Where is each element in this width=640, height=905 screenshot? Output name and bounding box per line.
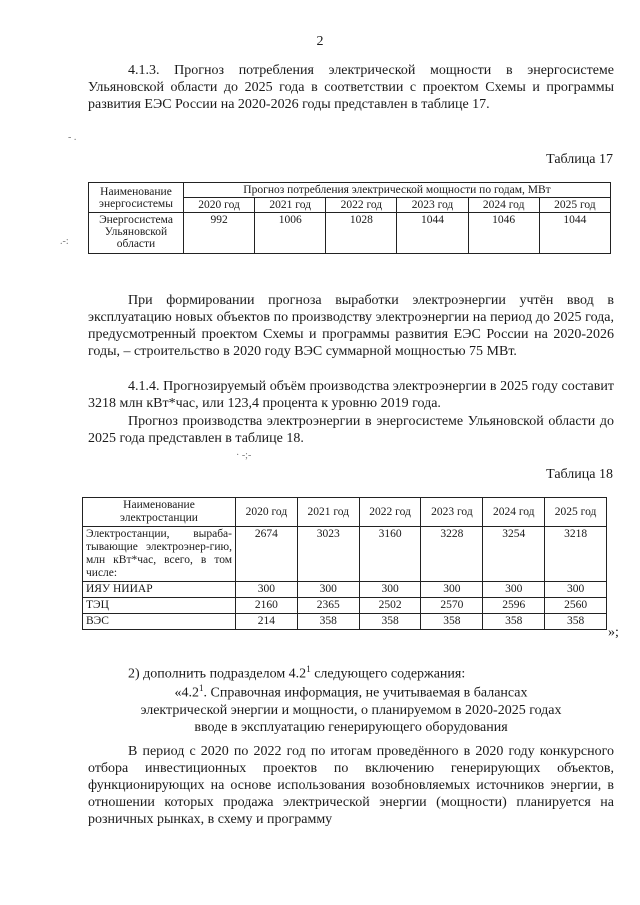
table-18-cell: 2596 <box>483 598 545 614</box>
paragraph-table-18-intro: Прогноз производства электроэнергии в энергосистеме Ульяновской области до 2025 года представлен в таблице 18. <box>88 414 614 446</box>
table-17-cell: 1028 <box>326 213 397 254</box>
table-17-year: 2021 год <box>255 198 326 213</box>
table-17-cell: 992 <box>184 213 255 254</box>
table-18-cell: 3254 <box>483 527 545 582</box>
table-18-cell: 300 <box>545 582 607 598</box>
amendment-intro-sup: 1 <box>306 664 311 674</box>
table-18-year: 2023 год <box>421 498 483 527</box>
paragraph-final: В период с 2020 по 2022 год по итогам проведённого в 2020 году конкурсного отбора инвестиционных проектов по включению генерирующих объектов, функционирующих на основе использования возобновляемых источников энергии, в отношении которых продажа электрической энергии (мощности) планируется на розничных рынках, в схему и программу <box>88 744 614 827</box>
table-18-cell: 358 <box>359 614 421 630</box>
table-18-cell: 2570 <box>421 598 483 614</box>
table-18-cell: 214 <box>236 614 298 630</box>
scan-mark: - . <box>68 132 77 143</box>
table-18-cell: 358 <box>297 614 359 630</box>
paragraph-4-1-4: 4.1.4. Прогнозируемый объём производства электроэнергии в 2025 году составит 3218 млн кВт*час, или 123,4 процента к уровню 2019 года. <box>88 379 614 411</box>
table-18-year: 2020 год <box>236 498 298 527</box>
table-17-year: 2025 год <box>539 198 610 213</box>
amendment-intro-tail: следующего содержания: <box>310 666 466 682</box>
table-18-cell: 2160 <box>236 598 298 614</box>
paragraph-forecast: При формировании прогноза выработки электроэнергии учтён ввод в эксплуатацию новых объектов по производству электроэнергии на период до 2025 года, предусмотренный проектом Схемы и программы развития ЕЭС России на 2020-2026 годы, – строительство в 2020 году ВЭС суммарной мощностью 75 МВт. <box>88 293 614 359</box>
table-18-cell: 358 <box>421 614 483 630</box>
heading-line-2: электрической энергии и мощности, о планируемом в 2020-2025 годах <box>140 702 562 718</box>
table-18-cell: 300 <box>421 582 483 598</box>
page-number: 2 <box>316 34 324 49</box>
table-18-col-name: Наименование электростанции <box>83 498 236 527</box>
heading-line-3: вводе в эксплуатацию генерирующего оборудования <box>194 719 508 735</box>
table-17-cell: 1044 <box>539 213 610 254</box>
table-18-year: 2022 год <box>359 498 421 527</box>
table-18-cell: 300 <box>297 582 359 598</box>
table-17-label: Таблица 17 <box>546 152 613 167</box>
table-18-cell: 2365 <box>297 598 359 614</box>
table-row <box>83 614 607 630</box>
paragraph-4-1-3: 4.1.3. Прогноз потребления электрической мощности в энергосистеме Ульяновской области до 2025 года в соответствии с проектом Схемы и программы развития ЕЭС России на 2020-2026 годы представлен в таблице 17. <box>88 63 614 112</box>
table-18-cell: 2674 <box>236 527 298 582</box>
table-18-cell: 300 <box>483 582 545 598</box>
section-heading-4-2-1 <box>88 680 614 736</box>
heading-title: . Справочная информация, не учитываемая в балансах <box>203 685 528 701</box>
table-17-group-header: Прогноз потребления электрической мощности по годам, МВт <box>184 183 611 198</box>
table-17-year: 2020 год <box>184 198 255 213</box>
table-18-label: Таблица 18 <box>546 467 613 482</box>
table-18-cell: 3023 <box>297 527 359 582</box>
table-18-year: 2024 год <box>483 498 545 527</box>
table-18 <box>82 497 607 630</box>
amendment-intro-text: 2) дополнить подразделом 4.2 <box>128 666 307 682</box>
table-17-col-name: Наименование энергосистемы <box>89 183 184 213</box>
table-17-row-name: Энергосистема Ульяновской области <box>89 213 184 254</box>
table-row <box>83 582 607 598</box>
table-17-year: 2024 год <box>468 198 539 213</box>
table-18-cell: 300 <box>359 582 421 598</box>
table-18-cell: 300 <box>236 582 298 598</box>
scan-mark: .-: <box>60 236 69 247</box>
table-18-row-name: ИЯУ НИИАР <box>83 582 236 598</box>
table-18-year: 2025 год <box>545 498 607 527</box>
table-18-year: 2021 год <box>297 498 359 527</box>
table-18-cell: 3160 <box>359 527 421 582</box>
table-17-cell: 1044 <box>397 213 468 254</box>
table-18-cell: 358 <box>483 614 545 630</box>
table-17-cell: 1046 <box>468 213 539 254</box>
table-18-cell: 2560 <box>545 598 607 614</box>
table-18-cell: 358 <box>545 614 607 630</box>
table-18-row-name: Электростанции, выраба-тывающие электроэнер-гию, млн кВт*час, всего, в том числе: <box>83 527 236 582</box>
table-18-closing-quote: »; <box>608 625 619 640</box>
table-row <box>83 527 607 582</box>
table-row <box>83 598 607 614</box>
heading-number: «4.2 <box>174 685 199 701</box>
heading-sup: 1 <box>198 683 204 693</box>
table-18-row-name: ТЭЦ <box>83 598 236 614</box>
table-18-cell: 3218 <box>545 527 607 582</box>
table-18-cell: 3228 <box>421 527 483 582</box>
table-18-cell: 2502 <box>359 598 421 614</box>
table-17-year: 2022 год <box>326 198 397 213</box>
heading-line-1 <box>88 680 614 702</box>
table-17 <box>88 182 611 254</box>
table-18-row-name: ВЭС <box>83 614 236 630</box>
table-17-year: 2023 год <box>397 198 468 213</box>
table-17-cell: 1006 <box>255 213 326 254</box>
scan-mark: · -;- <box>236 450 252 461</box>
